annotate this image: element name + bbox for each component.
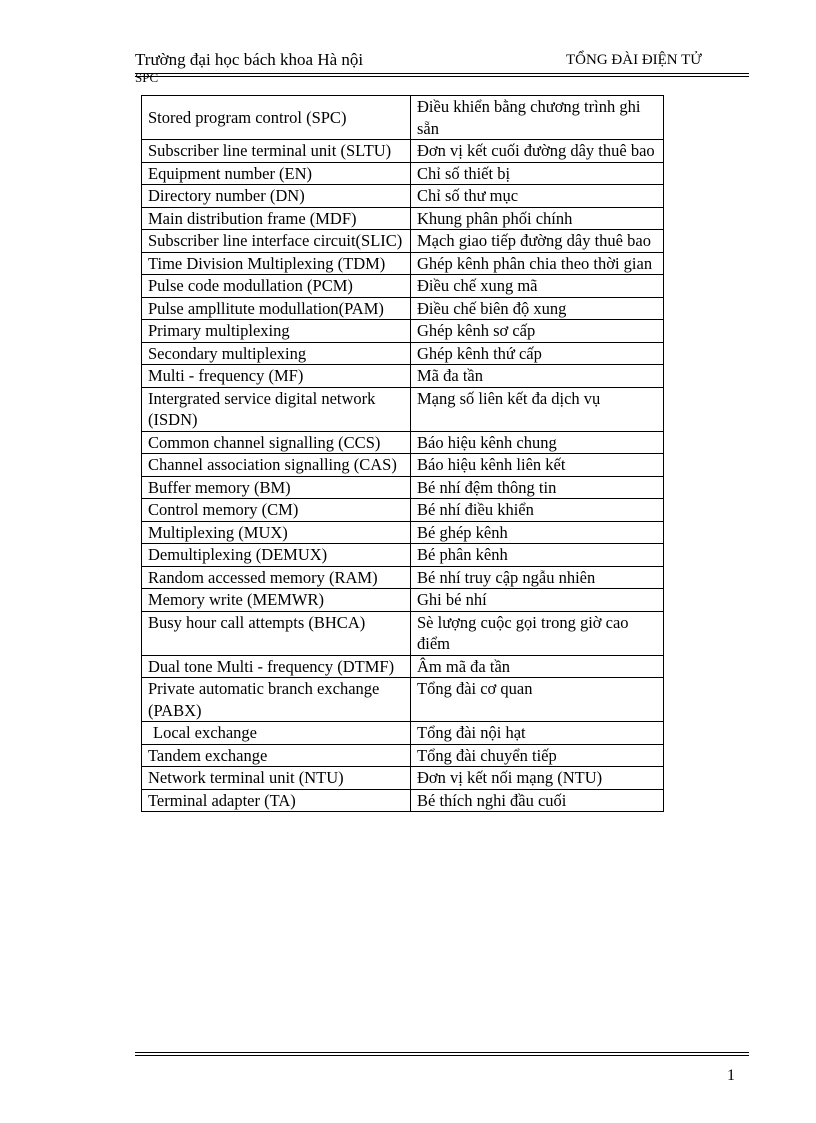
term-english: Local exchange <box>142 722 411 745</box>
term-english: Tandem exchange <box>142 744 411 767</box>
term-vietnamese: Mã đa tần <box>411 365 664 388</box>
table-row <box>142 566 664 589</box>
term-english: Network terminal unit (NTU) <box>142 767 411 790</box>
term-vietnamese: Ghép kênh thứ cấp <box>411 342 664 365</box>
term-vietnamese: Bé thích nghi đầu cuối <box>411 789 664 812</box>
term-english: Busy hour call attempts (BHCA) <box>142 611 411 655</box>
table-row <box>142 499 664 522</box>
term-english: Dual tone Multi - frequency (DTMF) <box>142 655 411 678</box>
table-row <box>142 544 664 567</box>
table-row <box>142 185 664 208</box>
term-vietnamese: Sè lượng cuộc gọi trong giờ cao điểm <box>411 611 664 655</box>
term-english: Secondary multiplexing <box>142 342 411 365</box>
term-english: Equipment number (EN) <box>142 162 411 185</box>
term-english: Demultiplexing (DEMUX) <box>142 544 411 567</box>
table-row <box>142 454 664 477</box>
term-vietnamese: Bé nhí đệm thông tin <box>411 476 664 499</box>
term-vietnamese: Bé phân kênh <box>411 544 664 567</box>
term-english: Control memory (CM) <box>142 499 411 522</box>
term-vietnamese: Mạng số liên kết đa dịch vụ <box>411 387 664 431</box>
table-row <box>142 207 664 230</box>
table-row <box>142 722 664 745</box>
term-english: Buffer memory (BM) <box>142 476 411 499</box>
term-english: Intergrated service digital network (ISDN) <box>142 387 411 431</box>
table-row <box>142 96 664 140</box>
header-rule-bottom <box>135 76 749 77</box>
term-english: Multi - frequency (MF) <box>142 365 411 388</box>
term-english: Pulse code modullation (PCM) <box>142 275 411 298</box>
term-vietnamese: Báo hiệu kênh liên kết <box>411 454 664 477</box>
table-row <box>142 767 664 790</box>
table-row <box>142 431 664 454</box>
term-vietnamese: Chỉ số thư mục <box>411 185 664 208</box>
table-row <box>142 611 664 655</box>
table-row <box>142 387 664 431</box>
header-document-title: TỔNG ĐÀI ĐIỆN TỬ <box>566 52 702 68</box>
term-vietnamese: Điều chế xung mã <box>411 275 664 298</box>
term-vietnamese: Ghép kênh sơ cấp <box>411 320 664 343</box>
term-vietnamese: Báo hiệu kênh chung <box>411 431 664 454</box>
header-title-continuation: SPC <box>135 70 159 85</box>
page-number: 1 <box>727 1067 735 1084</box>
term-vietnamese: Đơn vị kết nối mạng (NTU) <box>411 767 664 790</box>
table-row <box>142 140 664 163</box>
term-vietnamese: Tổng đài chuyển tiếp <box>411 744 664 767</box>
term-vietnamese: Khung phân phối chính <box>411 207 664 230</box>
term-vietnamese: Ghép kênh phân chia theo thời gian <box>411 252 664 275</box>
header-rule-top <box>135 73 749 74</box>
term-english: Memory write (MEMWR) <box>142 589 411 612</box>
term-english: Stored program control (SPC) <box>142 96 411 140</box>
term-vietnamese: Tổng đài cơ quan <box>411 678 664 722</box>
header-school-name: Trường đại học bách khoa Hà nội <box>135 50 364 69</box>
term-english: Directory number (DN) <box>142 185 411 208</box>
term-english: Private automatic branch exchange (PABX) <box>142 678 411 722</box>
term-english: Subscriber line interface circuit(SLIC) <box>142 230 411 253</box>
term-vietnamese: Âm mã đa tần <box>411 655 664 678</box>
table-row <box>142 655 664 678</box>
table-row <box>142 744 664 767</box>
table-row <box>142 252 664 275</box>
table-row <box>142 230 664 253</box>
term-vietnamese: Bé nhí truy cập ngẫu nhiên <box>411 566 664 589</box>
term-english: Common channel signalling (CCS) <box>142 431 411 454</box>
term-english: Time Division Multiplexing (TDM) <box>142 252 411 275</box>
term-english: Main distribution frame (MDF) <box>142 207 411 230</box>
table-row <box>142 342 664 365</box>
term-english: Channel association signalling (CAS) <box>142 454 411 477</box>
term-vietnamese: Bé nhí điều khiển <box>411 499 664 522</box>
table-row <box>142 162 664 185</box>
term-vietnamese: Đơn vị kết cuối đường dây thuê bao <box>411 140 664 163</box>
glossary-table <box>141 95 664 812</box>
table-row <box>142 589 664 612</box>
table-row <box>142 275 664 298</box>
term-vietnamese: Ghi bé nhí <box>411 589 664 612</box>
table-row <box>142 320 664 343</box>
term-vietnamese: Điều chế biên độ xung <box>411 297 664 320</box>
term-english: Pulse ampllitute modullation(PAM) <box>142 297 411 320</box>
term-english: Primary multiplexing <box>142 320 411 343</box>
term-vietnamese: Điều khiển bằng chương trình ghi sẵn <box>411 96 664 140</box>
term-vietnamese: Tổng đài nội hạt <box>411 722 664 745</box>
term-english: Multiplexing (MUX) <box>142 521 411 544</box>
table-row <box>142 521 664 544</box>
table-row <box>142 297 664 320</box>
term-vietnamese: Bé ghép kênh <box>411 521 664 544</box>
table-row <box>142 476 664 499</box>
term-vietnamese: Mạch giao tiếp đường dây thuê bao <box>411 230 664 253</box>
table-row <box>142 678 664 722</box>
table-row <box>142 365 664 388</box>
term-vietnamese: Chỉ số thiết bị <box>411 162 664 185</box>
footer-rule-top <box>135 1052 749 1053</box>
table-row <box>142 789 664 812</box>
footer-rule-bottom <box>135 1055 749 1056</box>
term-english: Subscriber line terminal unit (SLTU) <box>142 140 411 163</box>
term-english: Random accessed memory (RAM) <box>142 566 411 589</box>
term-english: Terminal adapter (TA) <box>142 789 411 812</box>
